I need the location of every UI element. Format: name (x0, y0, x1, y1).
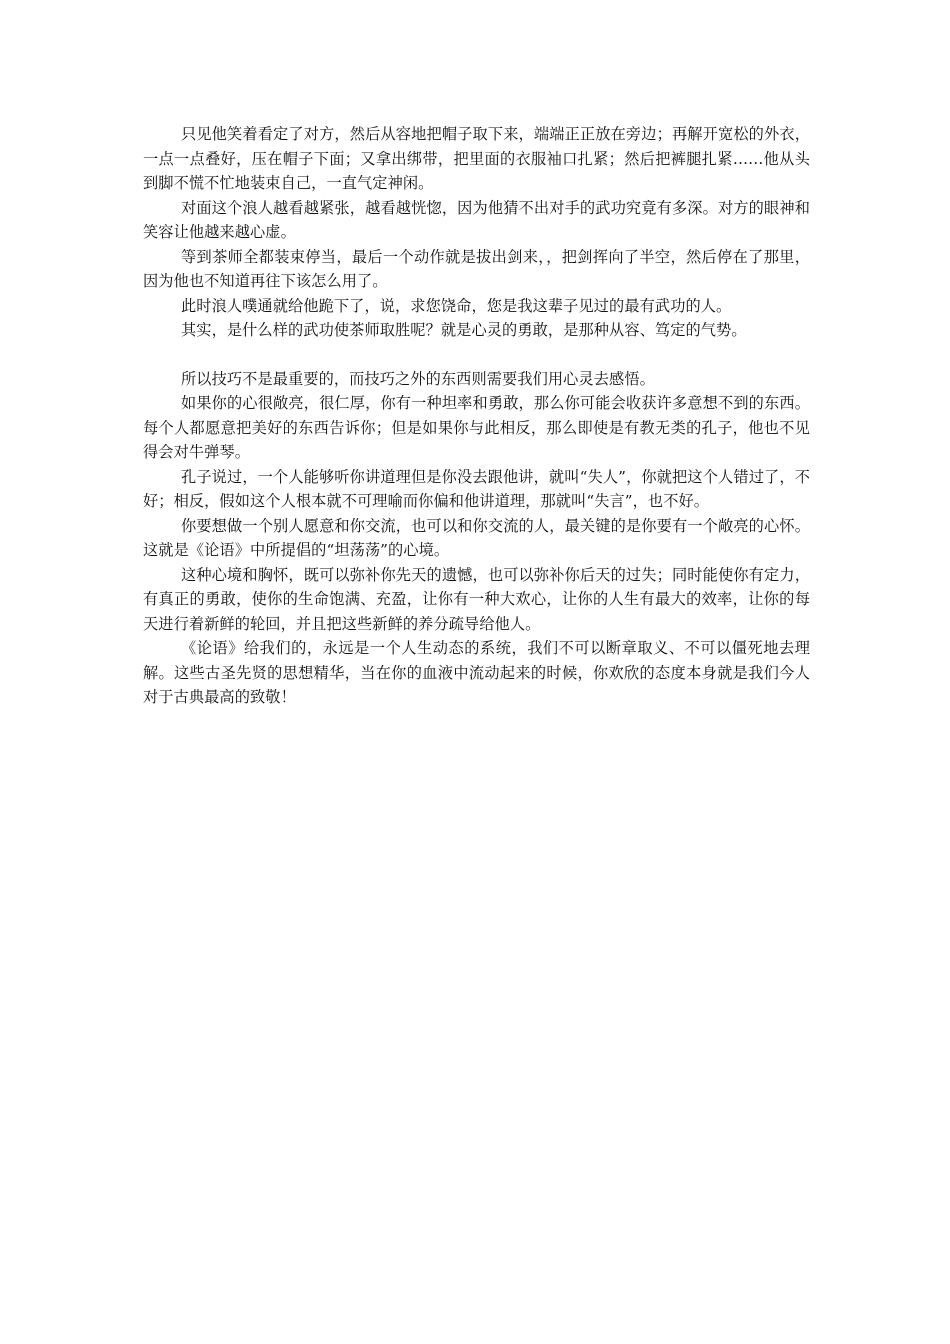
document-page (143, 122, 810, 710)
paragraph: 孔子说过，一个人能够听你讲道理但是你没去跟他讲，就叫“失人”，你就把这个人错过了，不好；相反，假如这个人根本就不可理喻而你偏和他讲道理，那就叫“失言”，也不好。 (143, 467, 810, 510)
paragraph: 这种心境和胸怀，既可以弥补你先天的遗憾，也可以弥补你后天的过失；同时能使你有定力，有真正的勇敢，使你的生命饱满、充盈，让你有一种大欢心，让你的人生有最大的效率，让你的每天进行着新鲜的轮回，并且把这些新鲜的养分疏导给他人。 (143, 565, 810, 633)
paragraph: 此时浪人噗通就给他跪下了，说，求您饶命，您是我这辈子见过的最有武功的人。 (181, 296, 732, 315)
paragraph: 其实，是什么样的武功使茶师取胜呢？就是心灵的勇敢，是那种从容、笃定的气势。 (181, 321, 747, 339)
paragraph: 如果你的心很敞亮，很仁厚，你有一种坦率和勇敢，那么你可能会收获许多意想不到的东西。每个人都愿意把美好的东西告诉你；但是如果你与此相反，那么即使是有教无类的孔子，他也不见得会对牛弹琴。 (143, 394, 810, 461)
paragraph: 你要想做一个别人愿意和你交流，也可以和你交流的人，最关键的是你要有一个敞亮的心怀。这就是《论语》中所提倡的“坦荡荡”的心境。 (143, 516, 810, 559)
paragraph: 《论语》给我们的，永远是一个人生动态的系统，我们不可以断章取义、不可以僵死地去理解。这些古圣先贤的思想精华，当在你的血液中流动起来的时候，你欢欣的态度本身就是我们今人对于古典最高的致敬！ (143, 639, 810, 706)
paragraph: 所以技巧不是最重要的，而技巧之外的东西则需要我们用心灵去感悟。 (181, 369, 655, 388)
paragraph: 对面这个浪人越看越紧张，越看越恍惚，因为他猜不出对手的武功究竟有多深。对方的眼神和笑容让他越来越心虚。 (143, 198, 810, 241)
text-section-2 (143, 367, 810, 710)
paragraph: 只见他笑着看定了对方，然后从容地把帽子取下来，端端正正放在旁边；再解开宽松的外衣，一点一点叠好，压在帽子下面；又拿出绑带，把里面的衣服袖口扎紧；然后把裤腿扎紧……他从头到脚不慌不忙地装束自己，一直气定神闲。 (143, 125, 810, 192)
section-gap (143, 343, 810, 367)
paragraph: 等到茶师全都装束停当，最后一个动作就是拔出剑来，，把剑挥向了半空，然后停在了那里，因为他也不知道再往下该怎么用了。 (143, 247, 810, 290)
text-section-1 (143, 122, 810, 343)
